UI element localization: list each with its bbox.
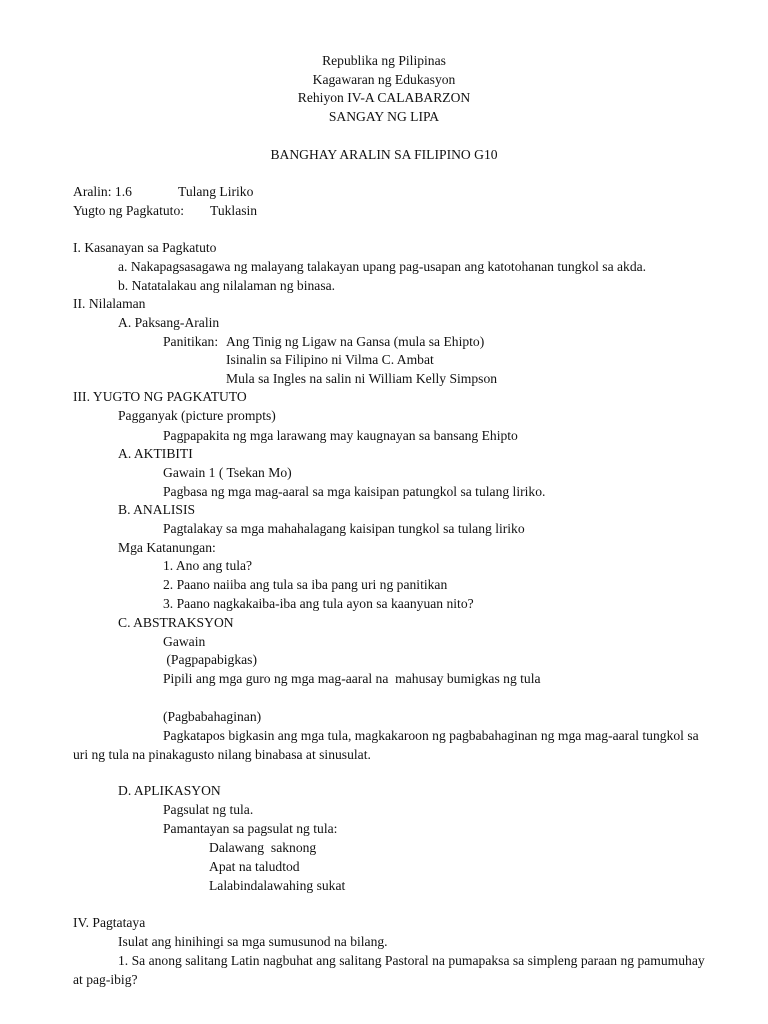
pagbabahaginan-label: (Pagbabahaginan) — [163, 709, 262, 724]
pamantayan-label: Pamantayan sa pagsulat ng tula: — [163, 821, 338, 836]
isinalin-line: Isinalin sa Filipino ni Vilma C. Ambat — [226, 352, 434, 367]
yugto-value: Tuklasin — [210, 203, 258, 218]
aktibiti-heading: A. AKTIBITI — [118, 446, 193, 461]
katanungan-label: Mga Katanungan: — [118, 540, 216, 555]
pagpapabigkas-label: (Pagpapabigkas) — [163, 652, 257, 667]
header-republika: Republika ng Pilipinas — [322, 53, 446, 68]
pagganyak-label: Pagganyak (picture prompts) — [118, 408, 276, 423]
panitikan-value: Ang Tinig ng Ligaw na Gansa (mula sa Ehipto) — [226, 334, 485, 349]
abstraksyon-heading: C. ABSTRAKSYON — [118, 615, 234, 630]
section-yugto-heading: III. YUGTO NG PAGKATUTO — [73, 389, 247, 404]
pagtataya-instruction: Isulat ang hinihingi sa mga sumusunod na bilang. — [118, 934, 388, 949]
analisis-heading: B. ANALISIS — [118, 502, 196, 517]
question-1: 1. Ano ang tula? — [163, 558, 253, 573]
kasanayan-item-a: a. Nakapagsasagawa ng malayang talakayan upang pag-usapan ang katotohanan tungkol sa akda. — [118, 259, 647, 274]
question-3: 3. Paano nagkakaiba-iba ang tula ayon sa kaanyuan nito? — [163, 596, 474, 611]
aralin-label: Aralin: 1.6 — [73, 184, 132, 199]
question-2: 2. Paano naiiba ang tula sa iba pang uri ng panitikan — [163, 577, 448, 592]
pamantayan-item-1: Dalawang saknong — [209, 840, 317, 855]
aplikasyon-heading: D. APLIKASYON — [118, 783, 221, 798]
gawain1-label: Gawain 1 ( Tsekan Mo) — [163, 465, 292, 480]
pagkatapos-line-1: Pagkatapos bigkasin ang mga tula, magkakaroon ng pagbabahaginan ng mga mag-aaral tungkol sa — [163, 728, 699, 743]
mula-line: Mula sa Ingles na salin ni William Kelly Simpson — [226, 371, 498, 386]
panitikan-label: Panitikan: — [163, 334, 219, 349]
pagkatapos-line-2: uri ng tula na pinakagusto nilang binabasa at sinusulat. — [73, 747, 371, 762]
section-nilalaman-heading: II. Nilalaman — [73, 296, 146, 311]
document-title: BANGHAY ARALIN SA FILIPINO G10 — [270, 147, 498, 162]
pagtataya-question-1-line-1: 1. Sa anong salitang Latin nagbuhat ang salitang Pastoral na pumapaksa sa simpleng paraan ng pamumuhay — [118, 953, 705, 968]
pamantayan-item-2: Apat na taludtod — [209, 859, 300, 874]
section-kasanayan-heading: I. Kasanayan sa Pagkatuto — [73, 240, 217, 255]
header-sangay: SANGAY NG LIPA — [328, 109, 440, 124]
yugto-label: Yugto ng Pagkatuto: — [73, 203, 185, 218]
kasanayan-item-b: b. Natatalakau ang nilalaman ng binasa. — [118, 278, 336, 293]
header-kagawaran: Kagawaran ng Edukasyon — [312, 72, 456, 87]
pamantayan-item-3: Lalabindalawahing sukat — [209, 878, 346, 893]
gawain1-desc: Pagbasa ng mga mag-aaral sa mga kaisipan patungkol sa tulang liriko. — [163, 484, 546, 499]
pagtataya-question-1-line-2: at pag-ibig? — [73, 972, 138, 987]
header-rehiyon: Rehiyon IV-A CALABARZON — [297, 90, 471, 105]
analisis-desc: Pagtalakay sa mga mahahalagang kaisipan tungkol sa tulang liriko — [163, 521, 525, 536]
aralin-value: Tulang Liriko — [178, 184, 254, 199]
pipili-line: Pipili ang mga guro ng mga mag-aaral na mahusay bumigkas ng tula — [163, 671, 541, 686]
paksang-aralin: A. Paksang-Aralin — [118, 315, 220, 330]
section-pagtataya-heading: IV. Pagtataya — [73, 915, 146, 930]
pagsulat-line: Pagsulat ng tula. — [163, 802, 254, 817]
gawain-label: Gawain — [163, 634, 206, 649]
pagganyak-desc: Pagpapakita ng mga larawang may kaugnayan sa bansang Ehipto — [163, 428, 518, 443]
